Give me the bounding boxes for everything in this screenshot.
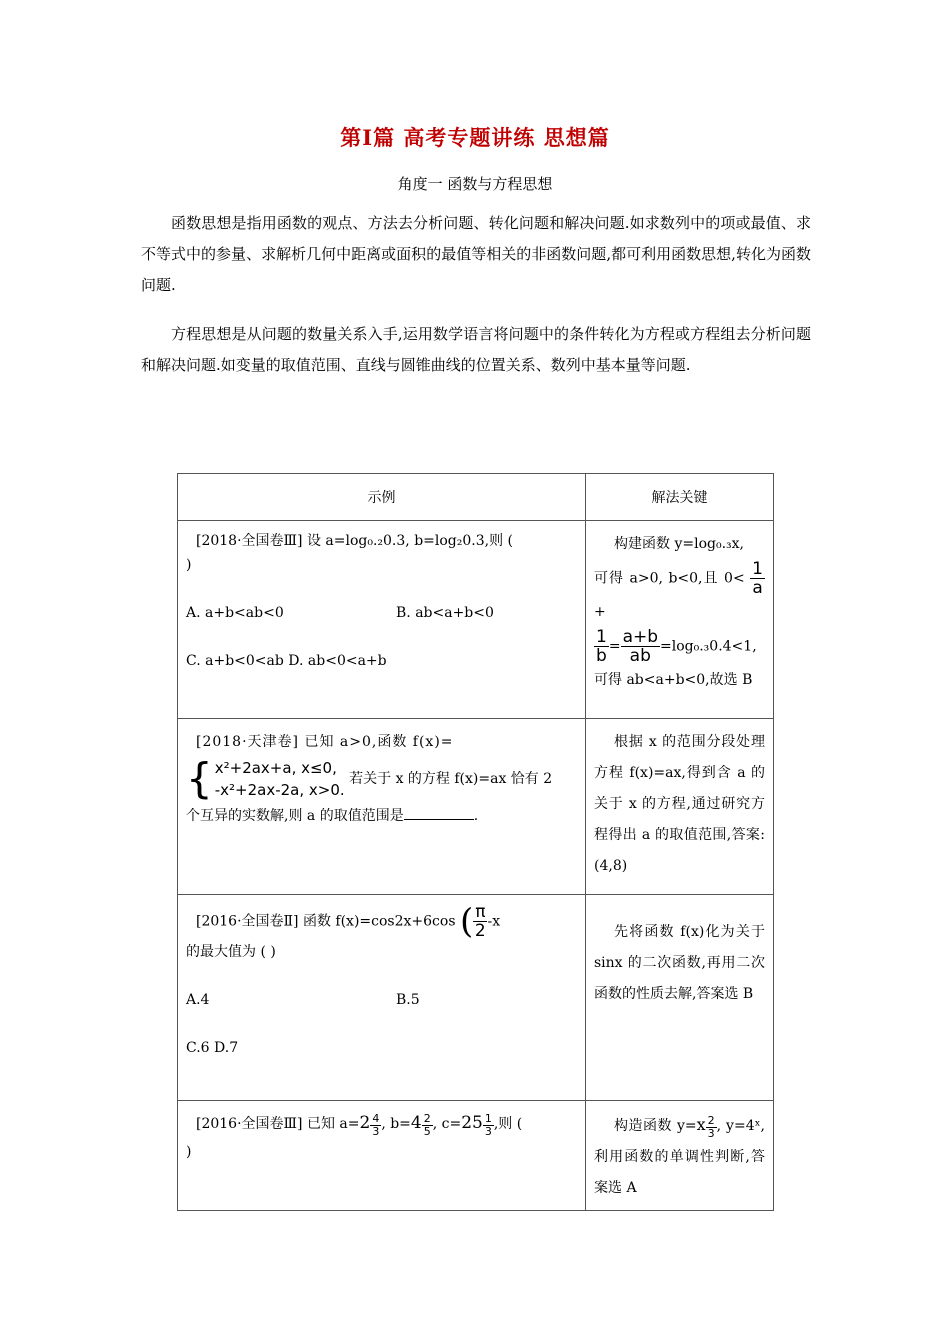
- brace-icon: {: [186, 754, 213, 803]
- examples-table: [177, 473, 774, 1211]
- option-a: A. a+b<ab<0: [186, 605, 284, 621]
- example-text: [2018·天津卷] 已知 a>0,函数 f(x)=: [196, 734, 454, 750]
- paragraph-function-thought: 函数思想是指用函数的观点、方法去分析问题、转化问题和解决问题.如求数列中的项或最值、求不等式中的参量、求解析几何中距离或面积的最值等相关的非函数问题,都可利用函数思想,转化为函数问题.: [141, 214, 811, 294]
- fraction: $\frac{\pi}{2}$: [474, 902, 486, 941]
- left-paren-icon: (: [459, 901, 474, 942]
- key-text: =log₀.₃0.4<1,: [660, 638, 757, 655]
- example-line1: [2016·全国卷Ⅲ] 已知 a=2 $\frac{4}{3}$ , b=4 $\frac{2}{5}$ , c=25 $\frac{1}{3}$ ,则 (: [196, 1112, 523, 1139]
- example-last: 个互异的实数解,则 a 的取值范围是 .: [186, 808, 479, 824]
- example-text: [2018·全国卷Ⅲ] 设 a=log₀.₂0.3, b=log₂0.3,则 (: [196, 533, 513, 549]
- key-text: 可得 ab<a+b<0,故选 B: [594, 672, 753, 688]
- option-ab: [186, 601, 577, 649]
- exponent-fraction: $\frac{4}{3}$: [372, 1112, 380, 1139]
- section-subtitle: 角度一 函数与方程思想: [397, 175, 553, 193]
- table-row: [178, 521, 774, 719]
- paragraph-equation-thought: 方程思想是从问题的数量关系入手,运用数学语言将问题中的条件转化为方程或方程组去分析问题和解决问题.如变量的取值范围、直线与圆锥曲线的位置关系、数列中基本量等问题.: [141, 325, 811, 374]
- piecewise-line: [186, 754, 577, 803]
- key-text: 可得 a>0, b<0,且 0<: [594, 570, 745, 587]
- example-text: ): [186, 1144, 192, 1161]
- fraction: $\frac{1}{a}$: [752, 559, 763, 598]
- example-text: 若关于 x 的方程 f(x)=ax 恰有 2: [349, 771, 553, 787]
- header-key: 解法关键: [586, 474, 774, 521]
- answer-blank: [404, 819, 474, 820]
- fraction: $\frac{1}{b}$: [596, 627, 607, 666]
- page-title: 第Ⅰ篇 高考专题讲练 思想篇: [340, 125, 610, 150]
- key-text: 根据 x 的范围分段处理方程 f(x)=ax,得到含 a 的关于 x 的方程,通过研究方程得出 a 的取值范围,答案:(4,8): [594, 734, 765, 874]
- option-cd: C.6 D.7: [186, 1040, 239, 1056]
- option-b: B.5: [396, 992, 420, 1008]
- key-line3: $\frac{1}{b}$ = $\frac{a+b}{ab}$ =log₀.₃0.4<1,: [596, 627, 757, 666]
- exponent-fraction: $\frac{2}{5}$: [423, 1112, 431, 1139]
- example-text: 的最大值为 ( ): [186, 944, 276, 960]
- key-text: 先将函数 f(x)化为关于 sinx 的二次函数,再用二次函数的性质去解,答案选 B: [594, 924, 765, 1002]
- exponent-fraction: $\frac{1}{3}$: [484, 1112, 492, 1139]
- exponent-fraction: $\frac{2}{3}$: [707, 1114, 715, 1141]
- table-row: [178, 719, 774, 895]
- key-text: 利用函数的单调性判断,答案选 A: [594, 1149, 765, 1196]
- fraction: $\frac{a+b}{ab}$: [622, 627, 659, 666]
- table-row: [2016·全国卷Ⅲ] 已知 a=2 $\frac{4}{3}$ , b=4 $\frac{2}{5}$ , c=25 $\frac{1}{3}$ ,则 ( ) 构造函数 y=x $\frac{2}{3}$ , y=4ˣ,利用函数的单调性判断,答案选 A: [178, 1101, 774, 1211]
- example-line1: [2016·全国卷Ⅱ] 函数 f(x)=cos2x+6cos ( $\frac{\pi}{2}$ -x: [196, 901, 501, 942]
- options-ab: [186, 988, 577, 1036]
- example-text: ): [186, 557, 192, 573]
- key-text: 构造函数 y=: [614, 1118, 697, 1134]
- piecewise-function: { x²+2ax+a, x≤0, -x²+2ax-2a, x>0.: [186, 754, 345, 803]
- key-line2: 可得 a>0, b<0,且 0< $\frac{1}{a}$ +: [594, 559, 763, 620]
- table-row: [178, 895, 774, 1101]
- key-text: 构建函数 y=log₀.₃x,: [614, 536, 744, 552]
- option-a: A.4: [186, 992, 210, 1008]
- option-b: B. ab<a+b<0: [396, 605, 494, 621]
- example-text: [2016·全国卷Ⅱ] 函数 f(x)=cos2x+6cos: [196, 913, 456, 930]
- example-text: [2016·全国卷Ⅲ] 已知 a=: [196, 1116, 360, 1132]
- option-cd: C. a+b<0<ab D. ab<0<a+b: [186, 653, 387, 669]
- header-example: 示例: [178, 474, 586, 521]
